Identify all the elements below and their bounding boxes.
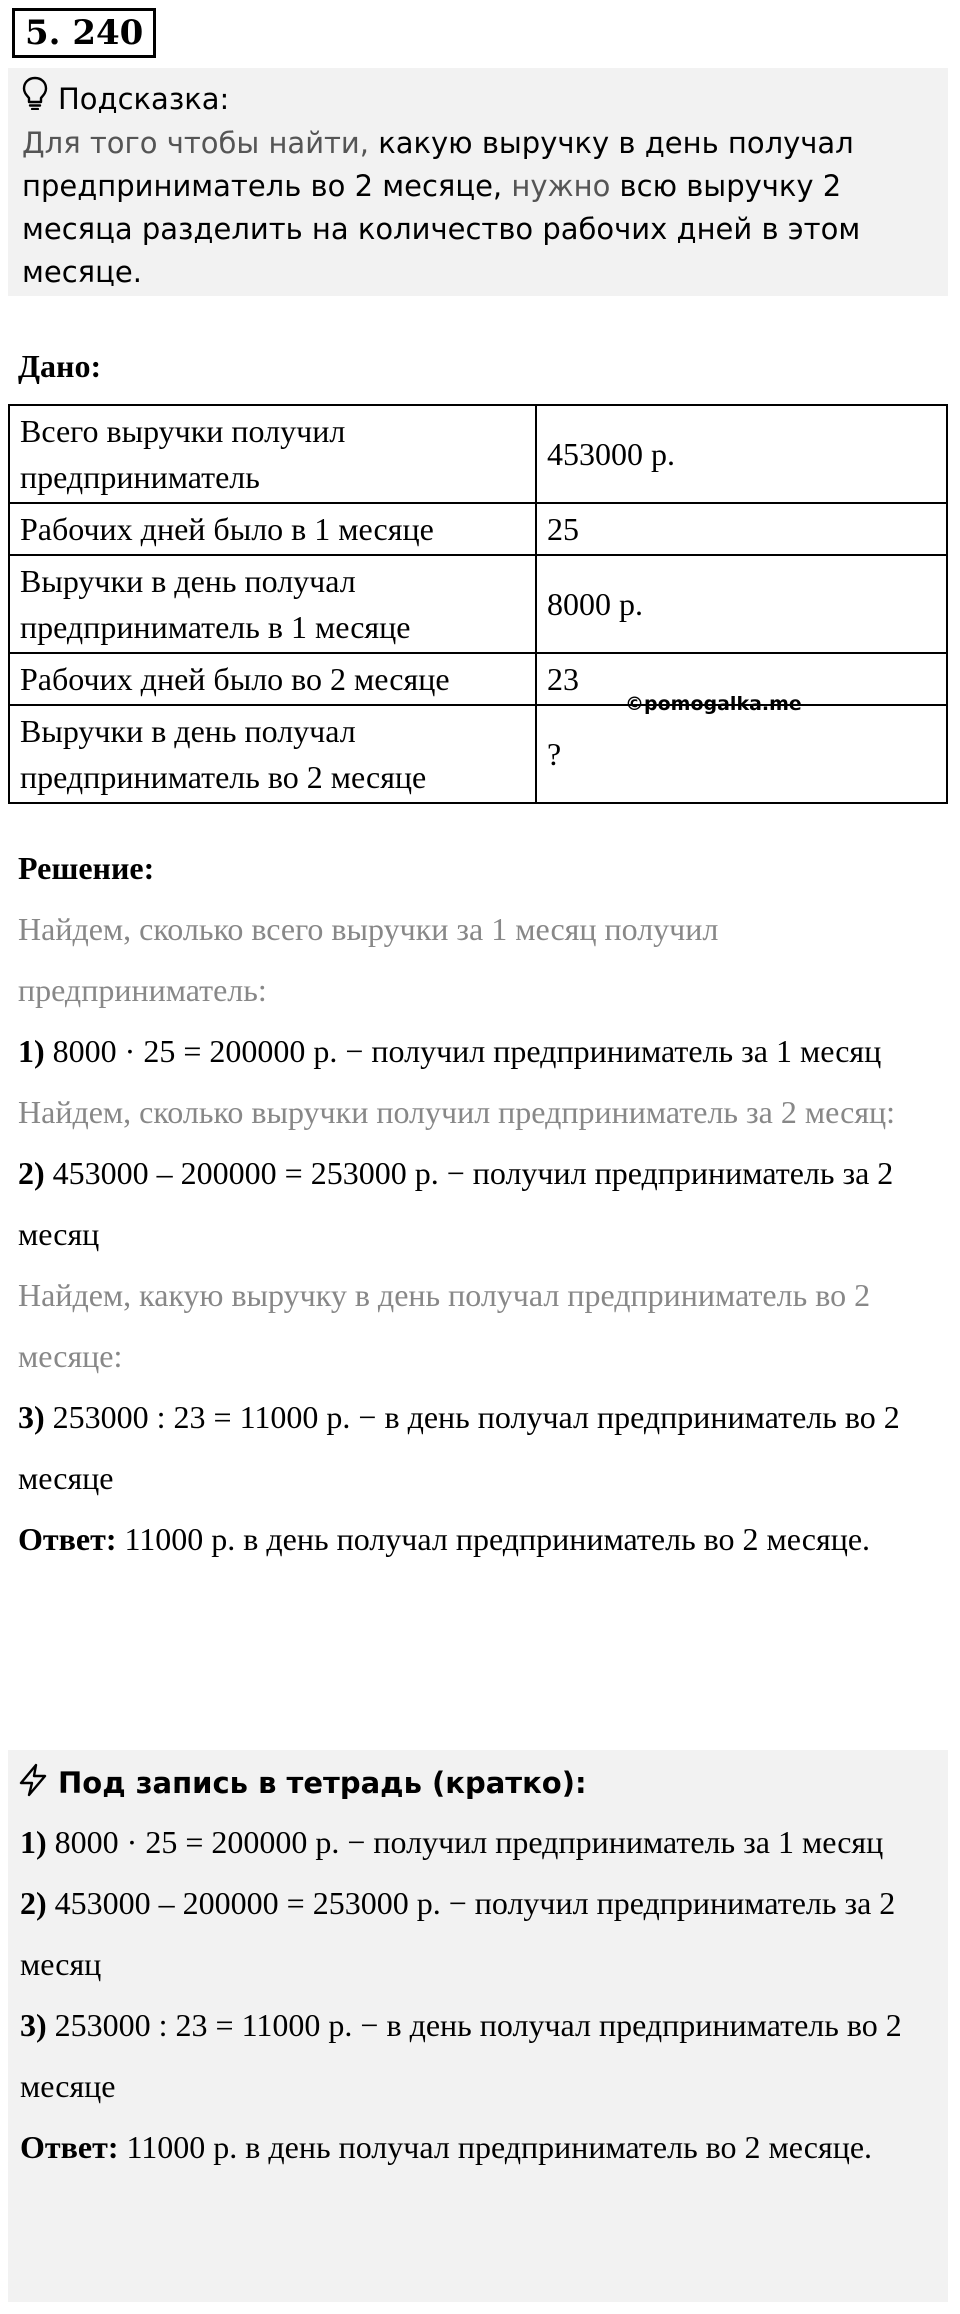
lightbulb-icon: [22, 76, 58, 122]
answer-label: Ответ:: [18, 1521, 117, 1557]
watermark: ©pomogalka.me: [625, 693, 802, 715]
problem-number: 5. 240: [12, 8, 156, 58]
answer-text: 11000 р. в день получал предприниматель во 2 месяце.: [116, 1521, 871, 1557]
hint-text: [22, 122, 934, 294]
table-cell-value: 25: [536, 503, 947, 555]
short-notes-title: Под запись в тетрадь (кратко):: [58, 1766, 587, 1800]
table-cell-label: Рабочих дней было во 2 месяце: [9, 653, 536, 705]
step-text: 8000 · 25 = 200000 р. − получил предприниматель за 1 месяц: [46, 1824, 884, 1860]
solution-step: [18, 1143, 938, 1265]
table-cell-label: Всего выручки получил предприниматель: [9, 405, 536, 503]
lightning-icon: [18, 1763, 58, 1804]
solution-title: Решение:: [18, 850, 155, 886]
step-number: 2): [20, 1885, 47, 1921]
solution-step: [18, 1021, 938, 1082]
table-cell-value: 453000 р.: [536, 405, 947, 503]
step-explanation: Найдем, сколько всего выручки за 1 месяц получил предприниматель:: [18, 911, 719, 1008]
step-text: 8000 · 25 = 200000 р. − получил предприниматель за 1 месяц: [44, 1033, 882, 1069]
step-text: 253000 : 23 = 11000 р. − в день получал предприниматель во 2 месяце: [20, 2007, 902, 2104]
table-cell-value: 23: [536, 653, 947, 705]
step-text: 453000 – 200000 = 253000 р. − получил предприниматель за 2 месяц: [20, 1885, 896, 1982]
step-explanation: Найдем, сколько выручки получил предприниматель за 2 месяц:: [18, 1094, 896, 1130]
answer-text: 11000 р. в день получал предприниматель во 2 месяце.: [118, 2129, 873, 2165]
table-row: [9, 555, 947, 653]
table-row: [9, 503, 947, 555]
step-number: 3): [18, 1399, 45, 1435]
hint-box: [8, 68, 948, 296]
short-step: [20, 1995, 938, 2117]
hint-text-part: какую выручку в день получал предприниматель во 2 месяце,: [22, 126, 854, 203]
answer-label: Ответ:: [20, 2129, 119, 2165]
table-cell-value: ?: [536, 705, 947, 803]
hint-title: Подсказка:: [58, 81, 230, 116]
short-step: [20, 1873, 938, 1995]
short-answer: [20, 2117, 938, 2178]
solution-section: [18, 838, 938, 1570]
hint-text-part: нужно: [502, 169, 620, 203]
step-text: 453000 – 200000 = 253000 р. − получил предприниматель за 2 месяц: [18, 1155, 894, 1252]
table-row: [9, 405, 947, 503]
table-row: [9, 653, 947, 705]
short-notes-header: [18, 1758, 938, 1808]
table-cell-value: 8000 р.: [536, 555, 947, 653]
hint-header: [22, 76, 934, 122]
hint-text-part: всю выручку 2 месяца разделить на количество рабочих дней в этом месяце.: [22, 169, 861, 289]
short-notes-body: [18, 1812, 938, 2178]
step-explanation: Найдем, какую выручку в день получал предприниматель во 2 месяце:: [18, 1277, 871, 1374]
table-row: [9, 705, 947, 803]
solution-step: [18, 1387, 938, 1509]
table-cell-label: Рабочих дней было в 1 месяце: [9, 503, 536, 555]
short-step: [20, 1812, 938, 1873]
step-number: 1): [18, 1033, 45, 1069]
step-text: 253000 : 23 = 11000 р. − в день получал предприниматель во 2 месяце: [18, 1399, 900, 1496]
table-cell-label: Выручки в день получал предприниматель во 2 месяце: [9, 705, 536, 803]
table-cell-label: Выручки в день получал предприниматель в 1 месяце: [9, 555, 536, 653]
answer: [18, 1509, 938, 1570]
step-number: 1): [20, 1824, 47, 1860]
hint-text-part: Для того чтобы найти,: [22, 126, 379, 160]
given-table: [8, 404, 948, 804]
step-number: 2): [18, 1155, 45, 1191]
short-notes-box: [8, 1750, 948, 2302]
step-number: 3): [20, 2007, 47, 2043]
given-title: Дано:: [18, 348, 102, 384]
